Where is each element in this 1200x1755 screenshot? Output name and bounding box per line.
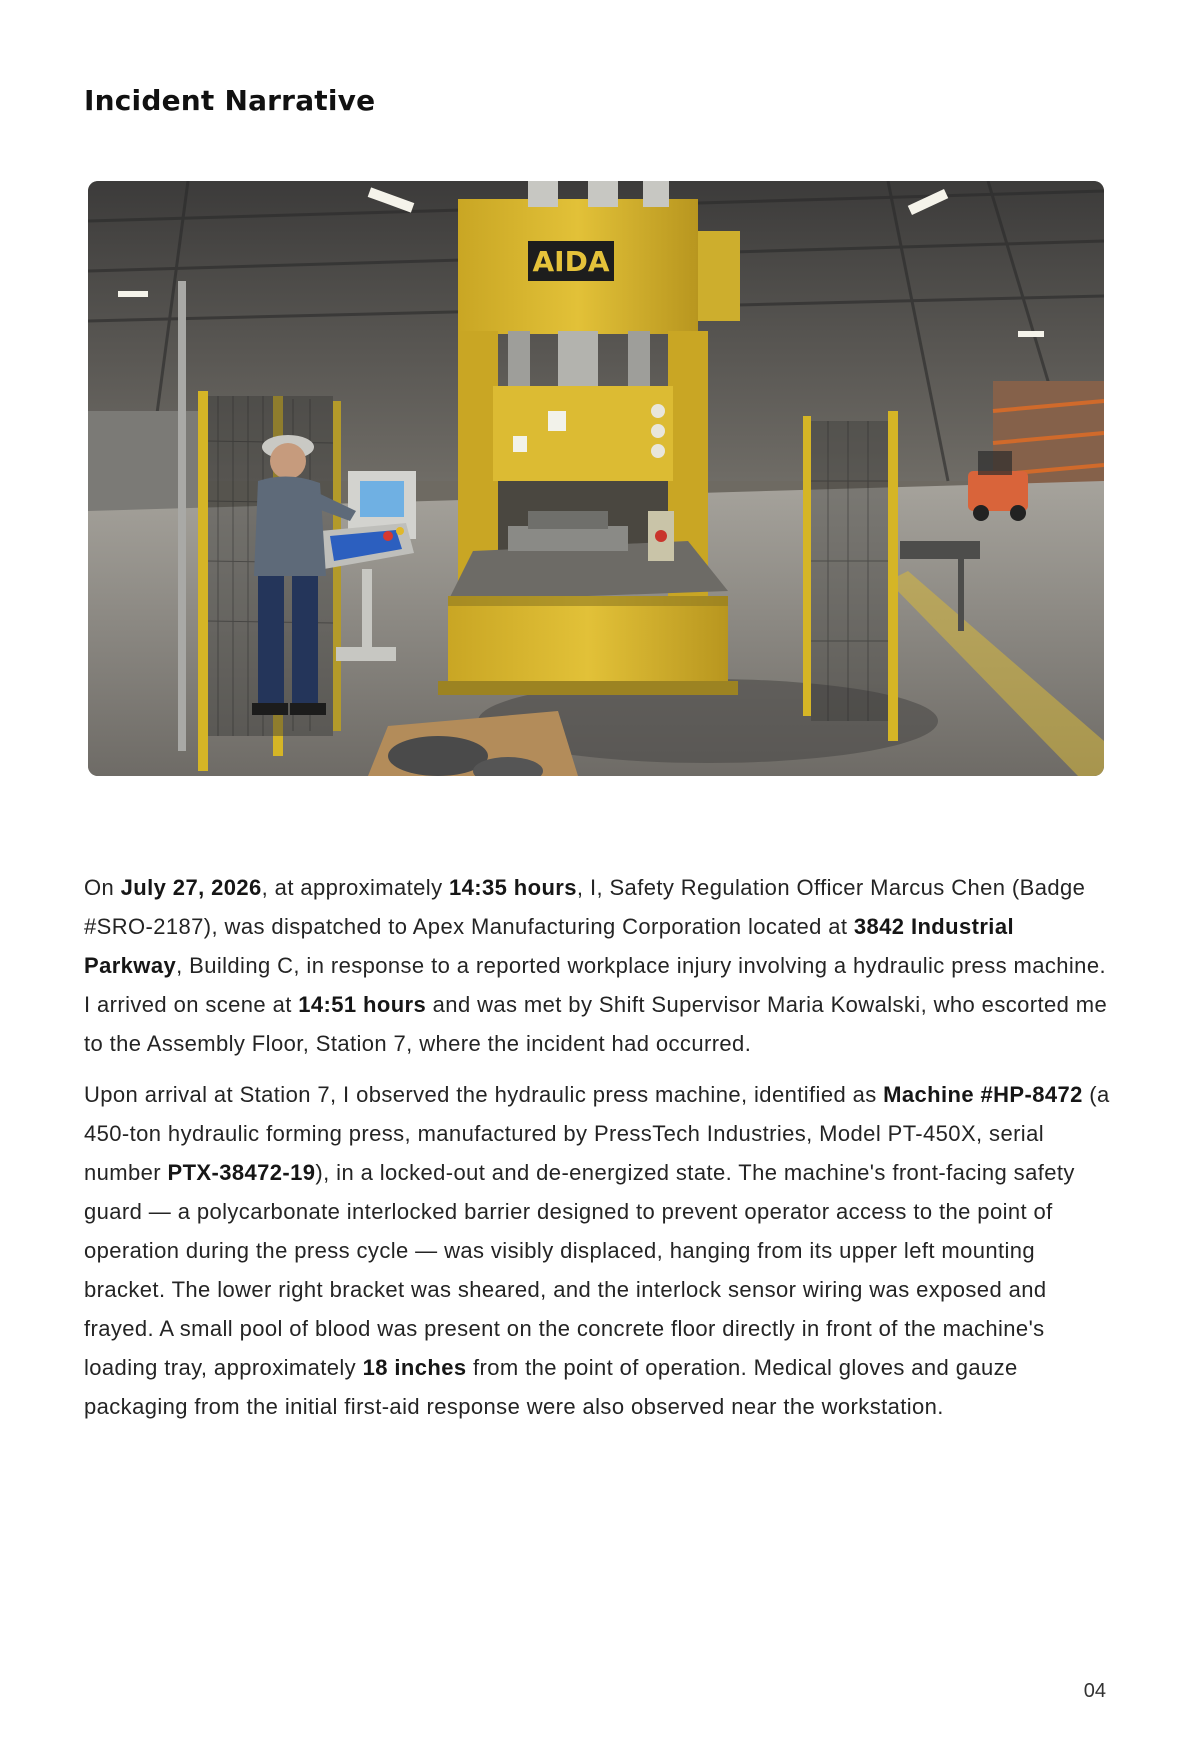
- blood-distance: 18 inches: [362, 1355, 467, 1380]
- dispatch-time: 14:35 hours: [449, 875, 577, 900]
- incident-date: July 27, 2026: [120, 875, 262, 900]
- section-heading: Incident Narrative: [84, 84, 376, 117]
- narrative-paragraph-2: Upon arrival at Station 7, I observed the hydraulic press machine, identified as Machine #HP-8472 (a 450-ton hydraulic forming press, manufactured by PressTech Industries, Model PT-450X, serial number PTX-38472-19), in a locked-out and de-energized state. The machine's front-facing safety guard — a polycarbonate interlocked barrier designed to prevent operator access to the point of operation during the press cycle — was visibly displaced, hanging from its upper left mounting bracket. The lower right bracket was sheared, and the interlock sensor wiring was exposed and frayed. A small pool of blood was present on the concrete floor directly in front of the machine's loading tray, approximately 18 inches from the point of operation. Medical gloves and gauze packaging from the initial first-aid response were also observed near the workstation.: [84, 1082, 1110, 1419]
- page-number: 04: [1083, 1680, 1106, 1702]
- incident-photo: [88, 181, 1104, 776]
- serial-number: PTX-38472-19: [167, 1160, 316, 1185]
- machine-id: Machine #HP-8472: [883, 1082, 1083, 1107]
- narrative-body: [84, 868, 1116, 1438]
- arrival-time: 14:51 hours: [298, 992, 427, 1017]
- incident-address: 3842 Industrial Parkway: [84, 914, 1014, 978]
- hydraulic-press-scene: [88, 181, 1104, 776]
- press-machine: [438, 181, 740, 695]
- narrative-paragraph-1: On July 27, 2026, at approximately 14:35 hours, I, Safety Regulation Officer Marcus Chen (Badge #SRO-2187), was dispatched to Apex Manufacturing Corporation located at 3842 Industrial Parkway, Building C, in response to a reported workplace injury involving a hydraulic press machine. I arrived on scene at 14:51 hours and was met by Shift Supervisor Maria Kowalski, who escorted me to the Assembly Floor, Station 7, where the incident had occurred.: [84, 875, 1108, 1056]
- machine-brand-label: AIDA: [532, 245, 610, 278]
